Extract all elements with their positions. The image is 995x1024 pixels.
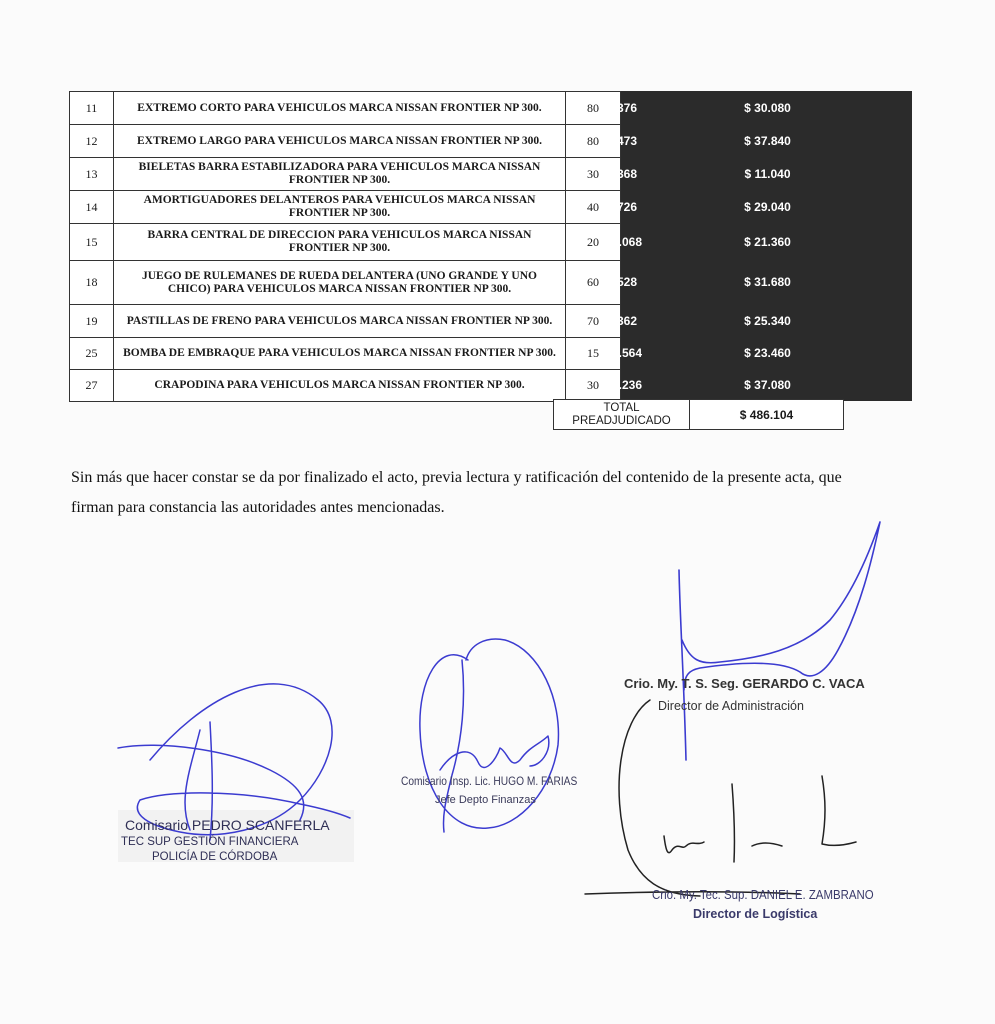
zambrano-title: Director de Logística <box>693 907 818 921</box>
item-unit-price: $ 1.236 <box>601 378 643 392</box>
item-description: BIELETAS BARRA ESTABILIZADORA PARA VEHICULOS MARCA NISSAN FRONTIER NP 300. <box>113 157 565 190</box>
zambrano-signature <box>585 700 856 896</box>
item-number: 15 <box>69 223 113 260</box>
item-quantity: 60 <box>565 260 621 304</box>
item-number: 19 <box>69 304 113 337</box>
vaca-signature <box>679 522 880 760</box>
item-number: 18 <box>69 260 113 304</box>
item-quantity: 15 <box>565 337 621 369</box>
item-quantity: 40 <box>565 190 621 223</box>
item-quantity: 70 <box>565 304 621 337</box>
item-unit-price: $ 368 <box>606 166 638 181</box>
table-row <box>69 157 843 190</box>
item-unit-price: $ 376 <box>606 100 638 115</box>
item-total: $ 30.080 <box>744 100 791 115</box>
item-number: 11 <box>69 91 113 124</box>
item-description: CRAPODINA PARA VEHICULOS MARCA NISSAN FRONTIER NP 300. <box>113 369 565 401</box>
item-total: $ 37.080 <box>744 378 791 392</box>
item-total: $ 29.040 <box>744 199 791 214</box>
item-quantity: 30 <box>565 369 621 401</box>
item-number: 14 <box>69 190 113 223</box>
table-row <box>69 124 843 157</box>
item-description: BOMBA DE EMBRAQUE PARA VEHICULOS MARCA NISSAN FRONTIER NP 300. <box>113 337 565 369</box>
farias-name: Comisario Insp. Lic. HUGO M. FARIAS <box>401 774 578 788</box>
scanferla-name: Comisario PEDRO SCANFERLA <box>125 817 330 833</box>
table-row <box>69 190 843 223</box>
total-box <box>553 399 844 430</box>
item-unit-price: $ 528 <box>606 275 638 289</box>
item-total: $ 25.340 <box>744 313 791 328</box>
item-quantity: 80 <box>565 124 621 157</box>
item-description: PASTILLAS DE FRENO PARA VEHICULOS MARCA NISSAN FRONTIER NP 300. <box>113 304 565 337</box>
item-number: 13 <box>69 157 113 190</box>
item-quantity: 80 <box>565 91 621 124</box>
item-description: EXTREMO CORTO PARA VEHICULOS MARCA NISSAN FRONTIER NP 300. <box>113 91 565 124</box>
table-row <box>69 304 843 337</box>
vaca-name: Crio. My. T. S. Seg. GERARDO C. VACA <box>624 676 865 691</box>
total-value: $ 486.104 <box>739 407 794 422</box>
item-unit-price: $ 362 <box>606 313 638 328</box>
item-total: $ 11.040 <box>744 166 791 181</box>
table-row <box>69 223 843 260</box>
item-description: EXTREMO LARGO PARA VEHICULOS MARCA NISSAN FRONTIER NP 300. <box>113 124 565 157</box>
item-total: $ 37.840 <box>744 133 791 148</box>
closing-paragraph: Sin más que hacer constar se da por finalizado el acto, previa lectura y ratificación del contenido de la presente acta, que firman para constancia las autoridades antes mencionadas. <box>71 469 842 516</box>
scanferla-title: TEC SUP GESTIÓN FINANCIERA <box>121 836 299 848</box>
item-description: BARRA CENTRAL DE DIRECCION PARA VEHICULOS MARCA NISSAN FRONTIER NP 300. <box>113 223 565 260</box>
table-row <box>69 91 843 124</box>
item-number: 12 <box>69 124 113 157</box>
scanferla-org: POLICÍA DE CÓRDOBA <box>152 851 278 863</box>
item-unit-price: $ 1.564 <box>601 346 643 360</box>
item-quantity: 30 <box>565 157 621 190</box>
item-unit-price: $ 1.068 <box>601 234 643 249</box>
table-row <box>69 260 843 304</box>
total-label: TOTAL PREADJUDICADO <box>554 400 690 429</box>
zambrano-name: Crio. My. Tec. Sup. DANIEL E. ZAMBRANO <box>652 887 874 902</box>
item-quantity: 20 <box>565 223 621 260</box>
item-total: $ 23.460 <box>744 346 791 360</box>
table-bottom-border <box>69 401 622 402</box>
item-number: 25 <box>69 337 113 369</box>
table-row <box>69 369 843 401</box>
item-total: $ 31.680 <box>744 275 791 289</box>
item-description: JUEGO DE RULEMANES DE RUEDA DELANTERA (UNO GRANDE Y UNO CHICO) PARA VEHICULOS MARCA NISSAN FRONTIER NP 300. <box>113 260 565 304</box>
table-row <box>69 337 843 369</box>
farias-title: Jefe Depto Finanzas <box>435 794 536 806</box>
item-number: 27 <box>69 369 113 401</box>
item-unit-price: $ 473 <box>606 133 638 148</box>
item-description: AMORTIGUADORES DELANTEROS PARA VEHICULOS MARCA NISSAN FRONTIER NP 300. <box>113 190 565 223</box>
item-total: $ 21.360 <box>744 234 791 249</box>
item-unit-price: $ 726 <box>606 199 638 214</box>
vaca-title: Director de Administración <box>658 699 804 713</box>
